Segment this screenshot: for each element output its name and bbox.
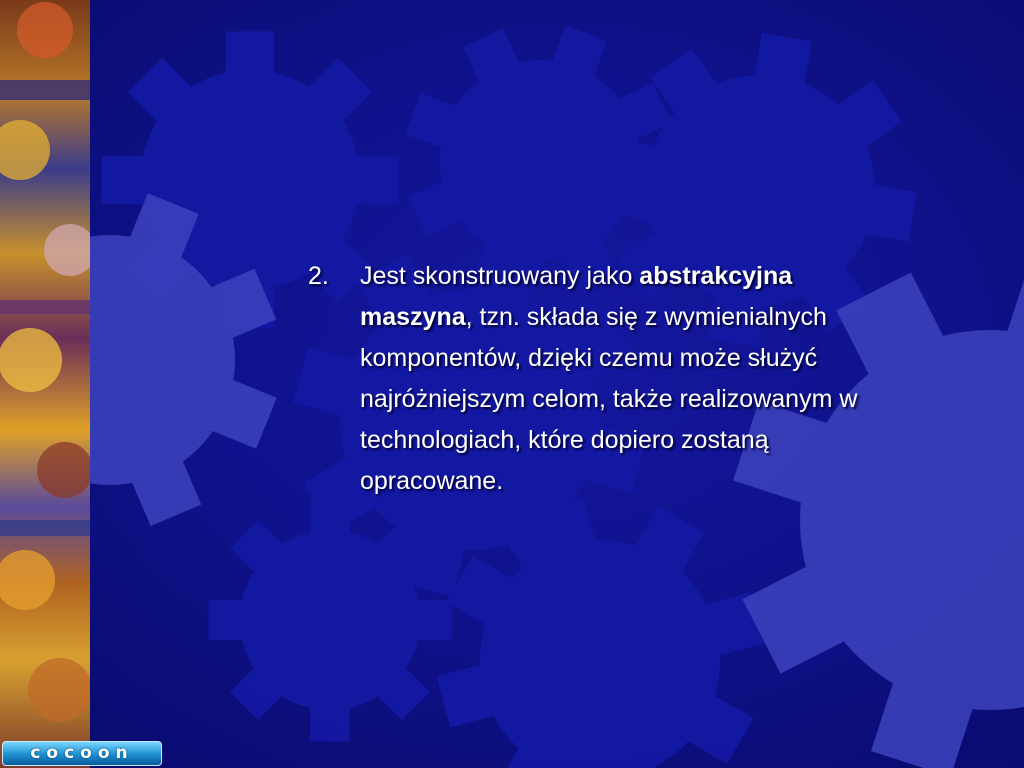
text-part-2: , tzn. składa się z wymienialnych komponentów, dzięki czemu może służyć najróżniejszym celom, także realizowanym w technologiach, które dopiero zostaną opracowane.: [360, 303, 858, 495]
logo-text: cocoon: [30, 743, 134, 763]
item-number: 2.: [308, 262, 329, 290]
text-part-1: Jest skonstruowany jako: [360, 262, 640, 290]
bold-term: abstrakcyjna maszyna: [360, 262, 793, 331]
item-text: [360, 256, 860, 502]
decorative-side-strip: [0, 0, 90, 768]
cocoon-logo: [2, 741, 162, 766]
